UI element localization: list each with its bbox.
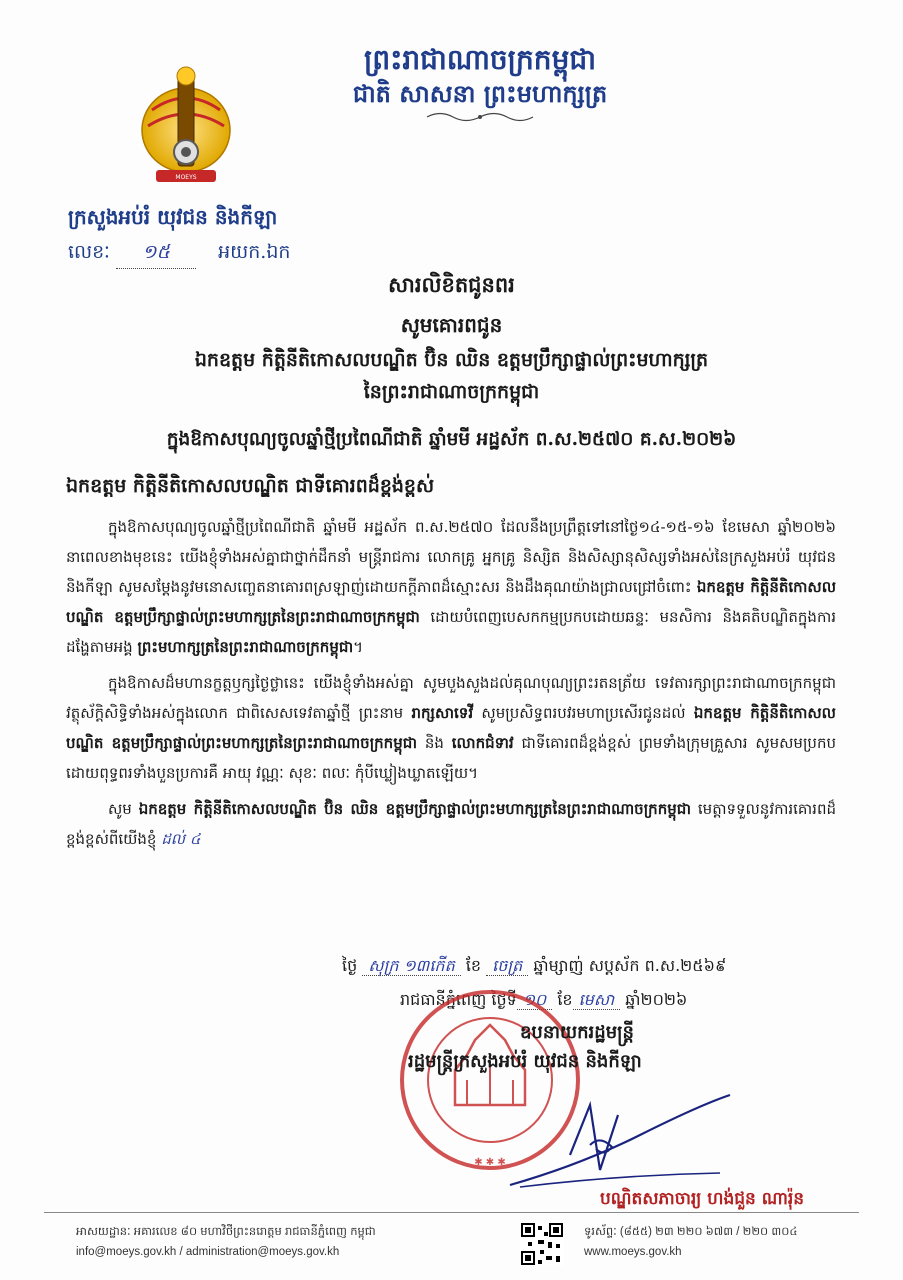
handwritten-signature-icon	[500, 1075, 740, 1195]
occasion-line: ក្នុងឱកាសបុណ្យចូលឆ្នាំថ្មីប្រពៃណីជាតិ ឆ្នាំមមី អដ្ឋស័ក ព.ស.២៥៧០ គ.ស.២០២៦	[166, 429, 737, 450]
addressee	[60, 344, 843, 408]
signer-name: បណ្ឌិតសភាចារ្យ ហង់ជួន ណារ៉ុន	[600, 1189, 805, 1209]
reference-code: អយក.ឯក	[218, 241, 291, 263]
salutation: ឯកឧត្តម កិត្តិនីតិកោសលបណ្ឌិត ជាទីគោរពដ៏ខ្ពង់ខ្ពស់	[66, 475, 435, 497]
to-line: សូមគោរពជូន	[400, 313, 503, 337]
footer-contact-left	[76, 1222, 376, 1262]
reference-label: លេខៈ	[68, 241, 110, 263]
footer-phone: ទូរស័ព្ទៈ (៨៥៥) ២៣ ២២០ ៦៧៣ / ២២០ ៣០៤	[584, 1226, 798, 1238]
paragraph-2: ក្នុងឱកាសដ៏មហានក្ខត្តឫក្សថ្ងៃថ្លានេះ យើងខ្ញុំទាំងអស់គ្នា សូមបួងសួងដល់គុណបុណ្យព្រះរតនត្រ័យ ទេវតារក្សាព្រះរាជាណាចក្រកម្ពុជា វត្ថុស័ក្តិសិទ្ធិទាំងអស់ក្នុងលោក ជាពិសេសទេវតាឆ្នាំថ្មី ព្រះនាម រាក្សសាទេវី សូមប្រសិទ្ធពរបវរមហាប្រសើរជូនដល់ ឯកឧត្តម កិត្តិនីតិកោសលបណ្ឌិត ឧត្តមប្រឹក្សាផ្ទាល់ព្រះមហាក្សត្រនៃព្រះរាជាណាចក្រកម្ពុជា និង លោកជំទាវ ជាទីគោរពដ៏ខ្ពង់ខ្ពស់ ព្រមទាំងក្រុមគ្រួសារ សូមសមប្រកបដោយពុទ្ធពរទាំងបួនប្រការគឺ អាយុ វណ្ណៈ សុខៈ ពលៈ កុំបីឃ្លៀងឃ្លាតឡើយ។	[66, 674, 836, 782]
reference-line	[68, 240, 290, 269]
footer-website[interactable]: www.moeys.gov.kh	[584, 1246, 682, 1258]
kingdom-header	[330, 42, 630, 128]
letter-body	[66, 512, 836, 860]
svg-text:MOEYS: MOEYS	[175, 174, 197, 181]
paragraph-1: ក្នុងឱកាសបុណ្យចូលឆ្នាំថ្មីប្រពៃណីជាតិ ឆ្នាំមមី អដ្ឋស័ក ព.ស.២៥៧០ ដែលនឹងប្រព្រឹត្តទៅនៅថ្ងៃ១៤-១៥-១៦ ខែមេសា ឆ្នាំ២០២៦ នាពេលខាងមុខនេះ យើងខ្ញុំទាំងអស់គ្នាជាថ្នាក់ដឹកនាំ មន្ត្រីរាជការ លោកគ្រូ អ្នកគ្រូ និស្សិត និងសិស្សានុសិស្សទាំងអស់នៃក្រសួងអប់រំ យុវជន និងកីឡា សូមសម្តែងនូវមនោសញ្ចេតនាគោរពស្រឡាញ់ដោយកក្តីភាពដ៏ស្មោះសរ និងដឹងគុណយ៉ាងជ្រាលជ្រៅចំពោះ ឯកឧត្តម កិត្តិនីតិកោសលបណ្ឌិត ឧត្តមប្រឹក្សាផ្ទាល់ព្រះមហាក្សត្រនៃព្រះរាជាណាចក្រកម្ពុជា ដោយបំពេញបេសកកម្មប្រកបដោយឆន្ទៈ មនសិការ និងគតិបណ្ឌិតក្នុងការដង្ហែតាមអង្គ ព្រះមហាក្សត្រនៃព្រះរាជាណាចក្រកម្ពុជា។	[66, 518, 836, 656]
gregorian-date-line: រាជធានីភ្នំពេញ ថ្ងៃទី ១០ ខែ មេសា ឆ្នាំ២០២៦	[400, 990, 688, 1009]
date-month: មេសា	[573, 990, 621, 1010]
reference-number: ១៥	[116, 240, 196, 269]
footer-divider	[44, 1212, 859, 1213]
header-ornament	[330, 110, 630, 128]
footer-emails[interactable]: info@moeys.gov.kh / administration@moeys.gov.kh	[76, 1246, 340, 1258]
lunar-date-line: ថ្ងៃ សុក្រ ១៣កើត ខែ ចេត្រ ឆ្នាំម្សាញ់ សប្តស័ក ព.ស.២៥៦៩	[342, 956, 727, 975]
ministry-name: ក្រសួងអប់រំ យុវជន និងកីឡា	[68, 205, 278, 229]
qr-code-icon	[520, 1222, 564, 1266]
paragraph-3: សូម ឯកឧត្តម កិត្តិនីតិកោសលបណ្ឌិត ប៊ិន ឈិន ឧត្តមប្រឹក្សាផ្ទាល់ព្រះមហាក្សត្រនៃព្រះរាជាណាចក្រកម្ពុជា មេត្តាទទួលនូវការគោរពដ៏ខ្ពង់ខ្ពស់ពីយើងខ្ញុំ ដល់ ៤	[66, 800, 836, 848]
national-motto: ជាតិ សាសនា ព្រះមហាក្សត្រ	[352, 79, 608, 108]
signatory-position-1: ឧបនាយករដ្ឋមន្ត្រី	[520, 1022, 634, 1043]
footer-address: អាសយដ្ឋានៈ អគារលេខ ៨០ មហាវិថីព្រះនរោត្តម រាជធានីភ្នំពេញ កម្ពុជា	[76, 1226, 376, 1238]
addressee-line-1: ឯកឧត្តម កិត្តិនីតិកោសលបណ្ឌិត ប៊ិន ឈិន ឧត្តមប្រឹក្សាផ្ទាល់ព្រះមហាក្សត្រ	[194, 349, 709, 371]
lunar-day: សុក្រ ១៣កើត	[362, 956, 460, 976]
kingdom-title: ព្រះរាជាណាចក្រកម្ពុជា	[363, 43, 596, 76]
svg-text:✱ ✱ ✱: ✱ ✱ ✱	[474, 1157, 506, 1168]
footer-contact-right	[584, 1222, 798, 1262]
addressee-line-2: នៃព្រះរាជាណាចក្រកម្ពុជា	[363, 381, 540, 403]
lunar-month: ចេត្រ	[486, 956, 528, 976]
ministry-emblem-icon	[138, 66, 234, 196]
document-title: សារលិខិតជូនពរ	[388, 272, 515, 297]
ornament-flourish-icon	[425, 110, 535, 124]
signatory-position-2: រដ្ឋមន្ត្រីក្រសួងអប់រំ យុវជន និងកីឡា	[408, 1051, 642, 1072]
date-day: ១០	[517, 990, 552, 1010]
